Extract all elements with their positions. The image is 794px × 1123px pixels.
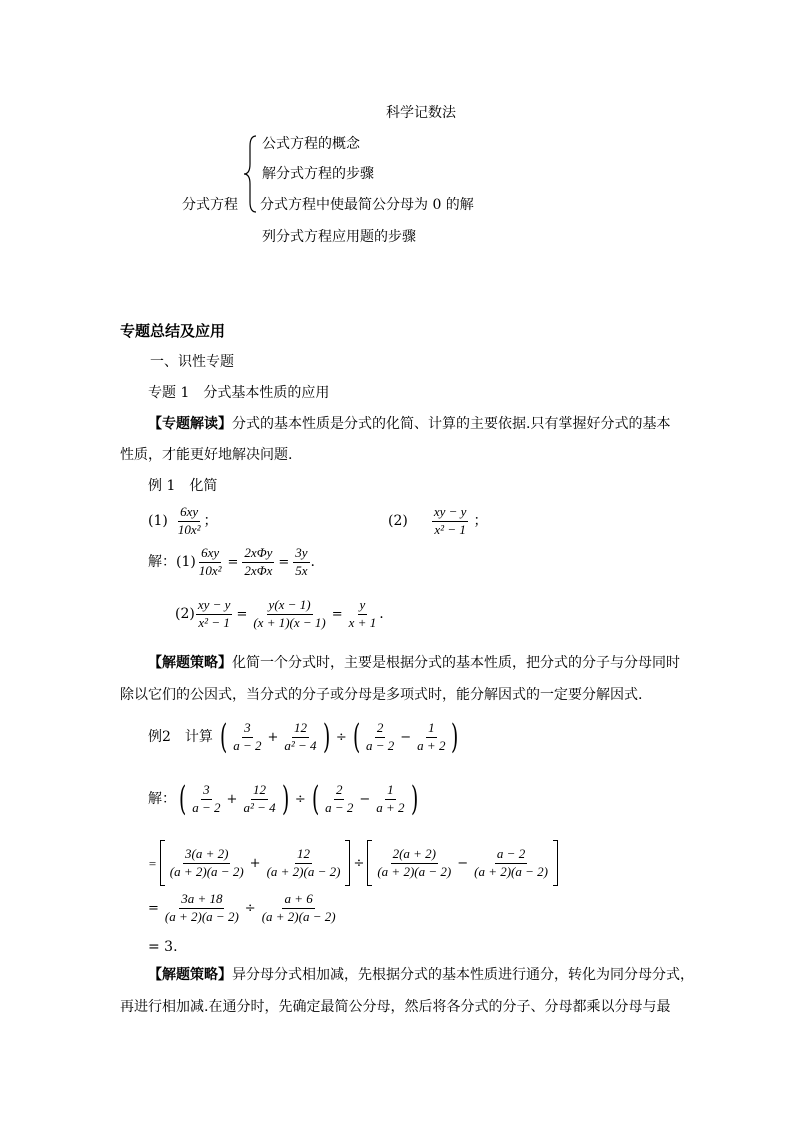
- fraction: $\frac{3y}{5x}$: [295, 545, 308, 578]
- section-heading: 专题总结及应用: [120, 322, 226, 340]
- strategy2-line2: 再进行相加减.在通分时，先确定最简公分母，然后将各分式的分子、分母都乘以分母与最: [120, 999, 671, 1015]
- plus-sign: +: [249, 855, 261, 871]
- part-label: (1): [176, 554, 196, 571]
- solution-label: 解：: [148, 791, 176, 807]
- part-label: (2): [388, 513, 408, 530]
- minus-sign: −: [400, 729, 412, 745]
- plus-sign: +: [226, 791, 238, 807]
- fraction: $\frac{2(a + 2)}{(a + 2)(a - 2)}$: [377, 845, 452, 879]
- solution2-result: = 3.: [148, 939, 178, 955]
- fraction: $\frac{2}{a - 2}$: [325, 781, 354, 815]
- right-bracket: [345, 840, 350, 886]
- fraction: $\frac{12}{(a + 2)(a - 2)}$: [266, 845, 341, 879]
- divide-sign: ÷: [335, 729, 347, 745]
- fraction: $\frac{1}{a + 2}$: [376, 781, 405, 815]
- fraction: $\frac{3(a + 2)}{(a + 2)(a - 2)}$: [169, 845, 244, 879]
- divide-sign: ÷: [294, 791, 306, 807]
- solution-label: 解：: [148, 554, 176, 571]
- fraction: $\frac{xy - y}{\text{x² − 1}}$: [197, 597, 231, 630]
- page-title: 科学记数法: [386, 105, 456, 121]
- subsection-heading: 一、识性专题: [150, 354, 234, 370]
- fraction: $\frac{a - 2}{(a + 2)(a - 2)}$: [474, 845, 548, 879]
- minus-sign: −: [359, 791, 371, 807]
- part-label: (1): [148, 513, 168, 530]
- tree-branch-1: 公式方程的概念: [262, 136, 360, 152]
- strategy1-line2: 除以它们的公因式，当分式的分子或分母是多项式时，能分解因式的一定要分解因式.: [120, 687, 643, 703]
- example2-label: 例2 计算: [148, 729, 213, 745]
- solution2-line1: [148, 779, 421, 819]
- example1-label: 例 1 化简: [148, 478, 218, 494]
- solution1-line2: [175, 598, 384, 631]
- right-paren: ): [281, 779, 289, 819]
- strategy2-line1: [148, 968, 694, 982]
- left-paren: (: [219, 717, 228, 757]
- plus-sign: +: [267, 729, 279, 745]
- intro-tag: 【专题解读】: [148, 416, 232, 432]
- right-paren: ): [322, 717, 330, 757]
- right-bracket: [553, 840, 558, 886]
- solution1-line1: [148, 546, 315, 579]
- fraction: $\frac{6xy}{\text{10x²}}$: [198, 545, 222, 578]
- left-paren: (: [178, 779, 187, 819]
- fraction: $\frac{3}{a - 2}$: [233, 719, 262, 753]
- example1-part1: [148, 505, 218, 538]
- fraction: $\frac{\text{2xΦy}}{\text{2xΦx}}$: [244, 545, 273, 578]
- intro-paragraph-line2: 性质，才能更好地解决问题.: [120, 447, 293, 463]
- tree-branch-4: 列分式方程应用题的步骤: [262, 229, 416, 245]
- minus-sign: −: [457, 855, 469, 871]
- separator: ；: [473, 513, 488, 530]
- fraction: $\frac{1}{a + 2}$: [417, 719, 446, 753]
- intro-text: 分式的基本性质是分式的化简、计算的主要依据.只有掌握好分式的基本: [232, 416, 671, 432]
- equals-sign: =: [148, 900, 159, 916]
- fraction: $\frac{12}{\text{a² − 4}}$: [284, 719, 317, 753]
- solution2-line2: [148, 840, 558, 886]
- fraction: $\frac{3}{a - 2}$: [192, 781, 221, 815]
- fraction: $\frac{y}{x + 1}$: [348, 597, 377, 630]
- solution2-line3: [148, 892, 339, 925]
- intro-paragraph-line1: [148, 417, 670, 431]
- strategy-tag: 【解题策略】: [148, 655, 232, 671]
- part-label: (2): [175, 606, 195, 623]
- fraction: $\frac{2}{a - 2}$: [365, 719, 395, 753]
- fraction: $\frac{y(x - 1)}{(x + 1)(x - 1)}$: [253, 597, 326, 630]
- tree-branch-3: 分式方程中使最简公分母为 0 的解: [260, 197, 474, 213]
- fraction: $\frac{6xy}{\text{10x²}}$: [177, 504, 201, 537]
- fraction: $\frac{3a + 18}{(a + 2)(a - 2)}$: [164, 891, 239, 924]
- tree-branch-2: 解分式方程的步骤: [262, 166, 374, 182]
- left-bracket: [160, 840, 165, 886]
- strategy-text: 异分母分式相加减，先根据分式的基本性质进行通分，转化为同分母分式，: [232, 967, 694, 983]
- divide-sign: ÷: [353, 855, 365, 871]
- left-paren: (: [352, 717, 360, 757]
- example1-part2: [388, 505, 487, 538]
- separator: ；: [203, 513, 218, 530]
- right-paren: ): [451, 717, 459, 757]
- fraction: $\frac{a + 6}{(a + 2)(a - 2)}$: [261, 891, 336, 924]
- divide-sign: ÷: [244, 900, 256, 916]
- equals-sign: =: [278, 554, 290, 570]
- fraction: $\frac{xy - y}{\text{x² − 1}}$: [433, 504, 467, 537]
- strategy-tag: 【解题策略】: [148, 967, 232, 983]
- equals-sign: =: [227, 554, 239, 570]
- equals-sign: =: [331, 606, 343, 622]
- left-paren: (: [311, 779, 320, 819]
- strategy1-line1: [148, 656, 680, 670]
- topic-heading: 专题 1 分式基本性质的应用: [148, 385, 330, 401]
- period: .: [379, 606, 384, 623]
- example2: [148, 717, 462, 757]
- curly-brace-icon: [242, 134, 258, 214]
- fraction: $\frac{12}{\text{a² − 4}}$: [243, 781, 276, 815]
- left-bracket: [367, 840, 372, 886]
- equals-sign: =: [148, 855, 157, 871]
- equals-sign: =: [236, 606, 248, 622]
- strategy-text: 化简一个分式时，主要是根据分式的基本性质，把分式的分子与分母同时: [232, 655, 680, 671]
- right-paren: ): [410, 779, 418, 819]
- tree-root: 分式方程: [182, 197, 238, 213]
- period: .: [310, 554, 315, 571]
